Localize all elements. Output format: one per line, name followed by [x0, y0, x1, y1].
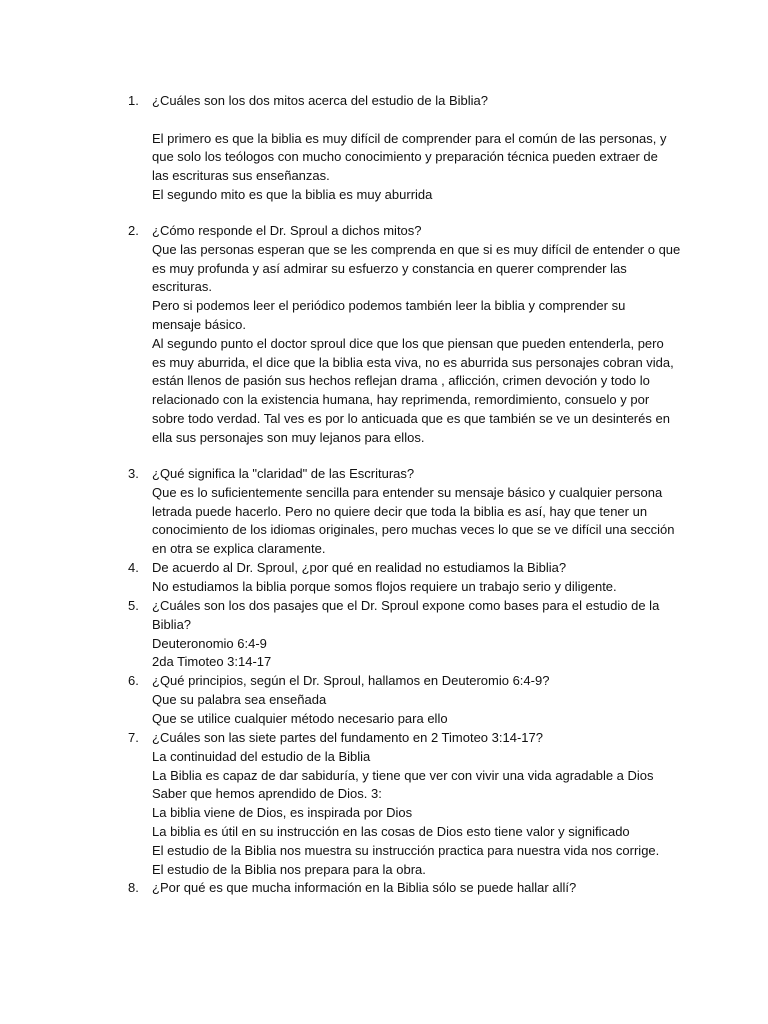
- answer-line: Que es lo suficientemente sencilla para entender su mensaje básico y cualquier persona: [152, 484, 663, 500]
- question-number: 4.: [128, 560, 139, 575]
- answer-line: conocimiento de los idiomas originales, pero muchas veces lo que se ve difícil una sección: [152, 522, 675, 538]
- answer-line: La biblia viene de Dios, es inspirada por Dios: [152, 805, 413, 821]
- answer-line: mensaje básico.: [152, 316, 246, 332]
- question-number: 1.: [128, 93, 139, 108]
- answer-line: Saber que hemos aprendido de Dios. 3:: [152, 786, 382, 802]
- question-text: ¿Qué significa la "claridad" de las Escrituras?: [152, 466, 415, 481]
- answer-line: La biblia es útil en su instrucción en las cosas de Dios esto tiene valor y significado: [152, 823, 630, 839]
- question-text: ¿Cómo responde el Dr. Sproul a dichos mitos?: [152, 223, 422, 238]
- answer-line: La Biblia es capaz de dar sabiduría, y tiene que ver con vivir una vida agradable a Dios: [152, 767, 654, 783]
- answer-line: sobre todo verdad. Tal ves es por lo anticuada que es que también se ve un desinterés en: [152, 410, 670, 426]
- question-item-4: [128, 559, 668, 597]
- question-text: ¿Cuáles son los dos pasajes que el Dr. Sproul expone como bases para el estudio de la: [152, 598, 660, 613]
- answer-line: 2da Timoteo 3:14-17: [152, 654, 272, 670]
- answer-line: Que su palabra sea enseñada: [152, 691, 327, 707]
- question-number: 8.: [128, 880, 139, 895]
- answer-line: las escrituras sus enseñanzas.: [152, 168, 330, 184]
- question-item-2: [128, 222, 681, 448]
- question-text: ¿Cuáles son los dos mitos acerca del estudio de la Biblia?: [152, 93, 489, 108]
- question-item-8: [128, 879, 668, 898]
- answer-line: Al segundo punto el doctor sproul dice que los que piensan que pueden entenderla, pero: [152, 335, 664, 351]
- answer-line: Biblia?: [152, 616, 192, 632]
- answer-line: La continuidad del estudio de la Biblia: [152, 748, 371, 764]
- answer-line: en otra se explica claramente.: [152, 541, 326, 557]
- answer-line: Que se utilice cualquier método necesario para ello: [152, 710, 448, 726]
- answer-line: es muy aburrida, el dice que la biblia esta viva, no es aburrida sus personajes cobran vida,: [152, 354, 674, 370]
- question-text: ¿Por qué es que mucha información en la Biblia sólo se puede hallar allí?: [152, 880, 577, 895]
- answer-line: relacionado con la existencia humana, hay reprimenda, remordimiento, consuelo y por: [152, 392, 650, 408]
- question-item-3: [128, 465, 675, 559]
- answer-line: Deuteronomio 6:4-9: [152, 635, 267, 651]
- question-number: 6.: [128, 673, 139, 688]
- question-number: 3.: [128, 466, 139, 481]
- answer-line: No estudiamos la biblia porque somos flojos requiere un trabajo serio y diligente.: [152, 578, 617, 594]
- question-text: ¿Qué principios, según el Dr. Sproul, hallamos en Deuteromio 6:4-9?: [152, 673, 550, 688]
- question-number: 2.: [128, 223, 139, 238]
- answer-line: es muy profunda y así admirar su esfuerzo y constancia en querer comprender las: [152, 260, 627, 276]
- question-number: 5.: [128, 598, 139, 613]
- answer-line: Que las personas esperan que se les comprenda en que si es muy difícil de entender o que: [152, 241, 681, 257]
- question-number: 7.: [128, 730, 139, 745]
- question-item-5: [128, 597, 668, 672]
- answer-line: que solo los teólogos con mucho conocimiento y preparación técnica pueden extraer de: [152, 149, 658, 165]
- answer-line: El estudio de la Biblia nos muestra su instrucción practica para nuestra vida nos corrige.: [152, 842, 660, 858]
- answer-line: Pero si podemos leer el periódico podemos también leer la biblia y comprender su: [152, 298, 626, 314]
- question-item-1: [128, 92, 668, 205]
- question-text: De acuerdo al Dr. Sproul, ¿por qué en realidad no estudiamos la Biblia?: [152, 560, 567, 575]
- answer-line: escrituras.: [152, 279, 212, 295]
- blank-line: [152, 111, 668, 130]
- question-item-6: [128, 672, 668, 728]
- answer-line: El segundo mito es que la biblia es muy aburrida: [152, 186, 433, 202]
- question-text: ¿Cuáles son las siete partes del fundamento en 2 Timoteo 3:14-17?: [152, 730, 543, 745]
- answer-line: ella sus personajes son muy lejanos para ellos.: [152, 429, 425, 445]
- question-item-7: [128, 729, 668, 879]
- answer-line: están llenos de pasión sus hechos reflejan drama , aflicción, crimen devoción y todo lo: [152, 373, 650, 389]
- answer-line: letrada puede hacerlo. Pero no quiere decir que toda la biblia es así, hay que tener un: [152, 503, 648, 519]
- answer-line: El primero es que la biblia es muy difícil de comprender para el común de las personas, y: [152, 130, 667, 146]
- answer-line: El estudio de la Biblia nos prepara para la obra.: [152, 861, 426, 877]
